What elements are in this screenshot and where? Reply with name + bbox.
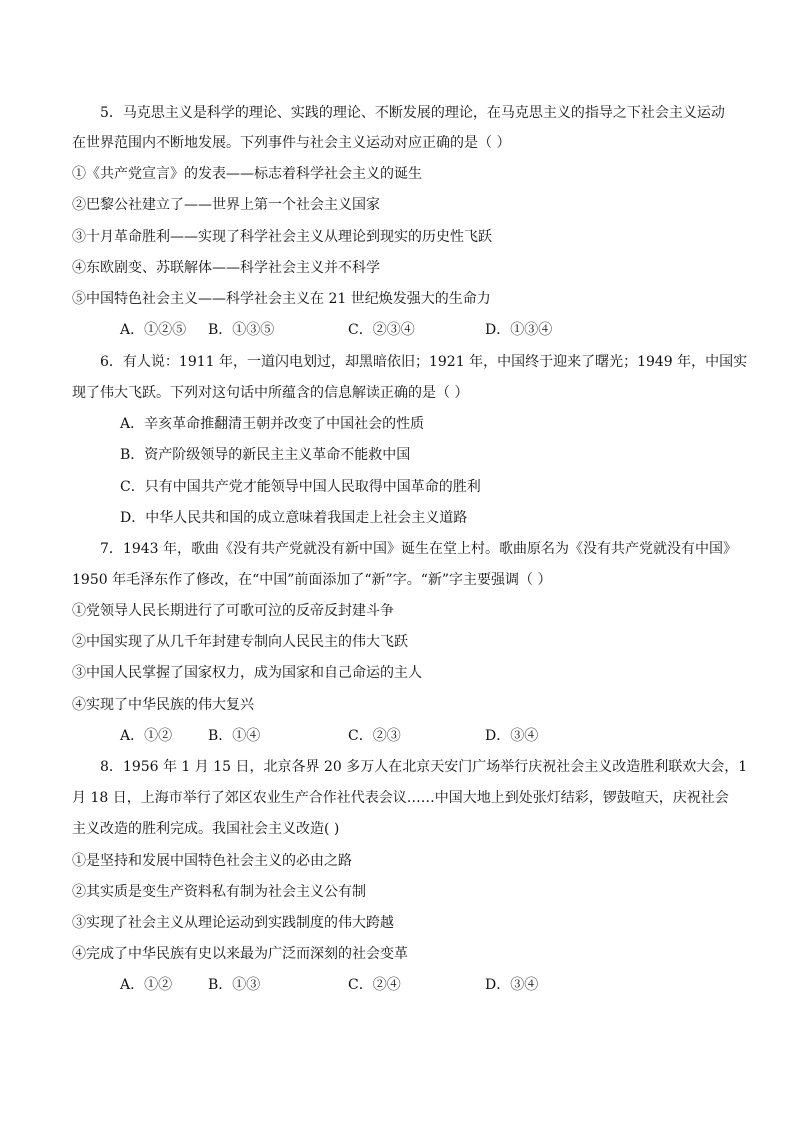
option-b: B．①④ — [208, 728, 261, 744]
option-d: D．③④ — [485, 977, 539, 993]
option-d: D．③④ — [485, 728, 539, 744]
choice-a: A．辛亥革命推翻清王朝并改变了中国社会的性质 — [120, 416, 425, 432]
question-stem-line: 1950 年毛泽东作了修改，在“中国”前面添加了“新”字。“新”字主要强调（ ） — [72, 572, 552, 588]
statement-line: ①是坚持和发展中国特色社会主义的必由之路 — [72, 853, 352, 869]
choice-c: C．只有中国共产党才能领导中国人民取得中国革命的胜利 — [120, 479, 481, 495]
choice-d: D．中华人民共和国的成立意味着我国走上社会主义道路 — [120, 510, 468, 526]
option-a: A．①② — [120, 977, 173, 993]
question-stem-line: 5．马克思主义是科学的理论、实践的理论、不断发展的理论，在马克思主义的指导之下社会主义运动 — [100, 105, 725, 121]
question-stem-line: 现了伟大飞跃。下列对这句话中所蕴含的信息解读正确的是（ ） — [72, 385, 469, 401]
question-stem-line: 主义改造的胜利完成。我国社会主义改造( ) — [72, 821, 340, 837]
statement-line: ②中国实现了从几千年封建专制向人民民主的伟大飞跃 — [72, 634, 408, 650]
statement-line: ①《共产党宣言》的发表——标志着科学社会主义的诞生 — [72, 166, 422, 182]
option-b: B．①③⑤ — [208, 322, 275, 338]
question-stem-line: 8．1956 年 1 月 15 日，北京各界 20 多万人在北京天安门广场举行庆祝社会主义改造胜利联欢大会，1 — [100, 759, 748, 775]
statement-line: ④实现了中华民族的伟大复兴 — [72, 697, 254, 713]
statement-line: ⑤中国特色社会主义——科学社会主义在 21 世纪焕发强大的生命力 — [72, 291, 491, 307]
option-a: A．①② — [120, 728, 173, 744]
statement-line: ③中国人民掌握了国家权力，成为国家和自己命运的主人 — [72, 665, 422, 681]
statement-line: ③十月革命胜利——实现了科学社会主义从理论到现实的历史性飞跃 — [72, 229, 492, 245]
option-c: C．②③ — [348, 728, 401, 744]
choice-b: B．资产阶级领导的新民主主义革命不能救中国 — [120, 447, 411, 463]
option-c: C．②④ — [348, 977, 401, 993]
option-b: B．①③ — [208, 977, 261, 993]
question-stem-line: 6．有人说：1911 年，一道闪电划过，却黑暗依旧；1921 年，中国终于迎来了曙光；1949 年，中国实 — [100, 354, 748, 370]
statement-line: ①党领导人民长期进行了可歌可泣的反帝反封建斗争 — [72, 603, 394, 619]
question-stem-line: 月 18 日，上海市举行了郊区农业生产合作社代表会议……中国大地上到处张灯结彩，锣鼓喧天，庆祝社会 — [72, 790, 729, 806]
statement-line: ②其实质是变生产资料私有制为社会主义公有制 — [72, 884, 366, 900]
option-a: A．①②⑤ — [120, 322, 187, 338]
question-stem-line: 7．1943 年，歌曲《没有共产党就没有新中国》诞生在堂上村。歌曲原名为《没有共产党就没有中国》 — [100, 541, 737, 557]
option-d: D．①③④ — [485, 322, 553, 338]
question-stem-line: 在世界范围内不断地发展。下列事件与社会主义运动对应正确的是（ ） — [72, 135, 511, 151]
statement-line: ③实现了社会主义从理论运动到实践制度的伟大跨越 — [72, 915, 394, 931]
statement-line: ②巴黎公社建立了——世界上第一个社会主义国家 — [72, 197, 380, 213]
statement-line: ④东欧剧变、苏联解体——科学社会主义并不科学 — [72, 260, 380, 276]
option-c: C．②③④ — [348, 322, 415, 338]
statement-line: ④完成了中华民族有史以来最为广泛而深刻的社会变革 — [72, 946, 408, 962]
